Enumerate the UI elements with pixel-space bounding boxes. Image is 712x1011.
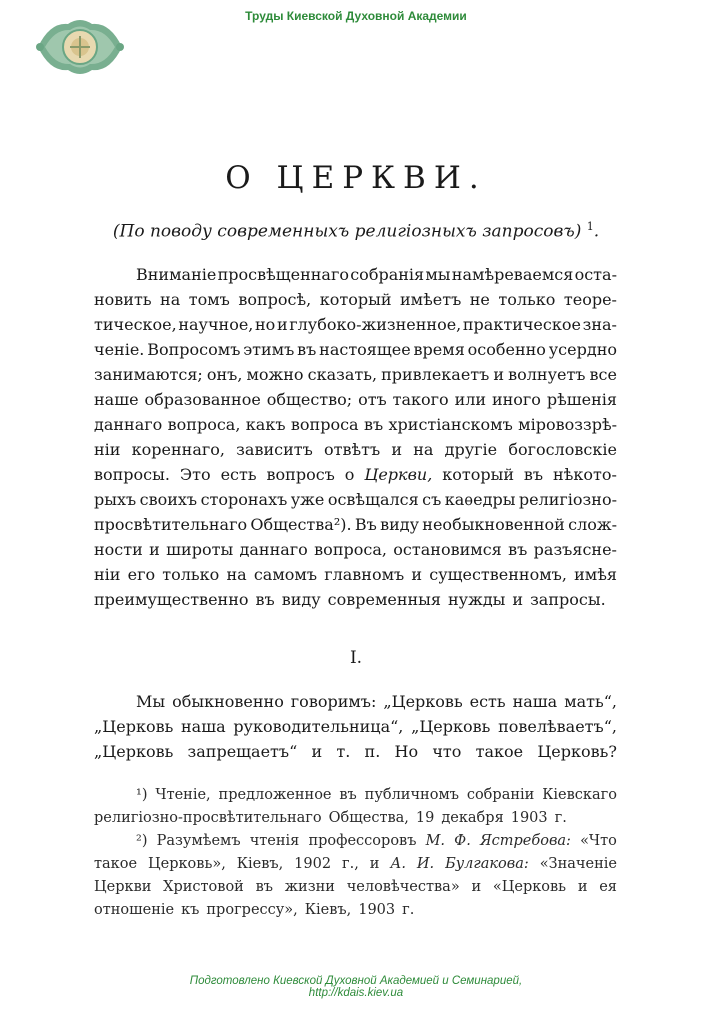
text-line: тическое, научное, но и глубоко-жизненное, практическое зна- (94, 315, 617, 334)
text-line: такое Церковь», Кiевъ, 1902 г., и А. И. Булгакова: «Значенiе (94, 856, 617, 872)
text-line: религiозно-просвѣтительнаго Общества, 19 декабря 1903 г. (94, 810, 567, 826)
subtitle-text: (По поводу современныхъ религiозныхъ запросовъ) (112, 221, 582, 242)
text-line: новить на томъ вопросѣ, который имѣетъ не только теоре- (94, 290, 617, 309)
text-line: наше образованное общество; отъ такого или иного рѣшенiя (94, 390, 617, 409)
article-subtitle (0, 220, 712, 242)
article-title: О ЦЕРКВИ. (225, 160, 487, 196)
text-line: ности и широты даннаго вопроса, остановимся въ разъясне- (94, 540, 617, 559)
footer-url: http://kdais.kiev.ua (308, 987, 404, 999)
text-line: даннаго вопроса, какъ вопроса въ христiанскомъ мiровоззрѣ- (94, 415, 617, 434)
academy-emblem-icon (30, 12, 130, 82)
text-line: преимущественно въ виду современныя нужды и запросы. (94, 590, 606, 609)
text-line: Мы обыкновенно говоримъ: „Церковь есть наша мать“, (136, 692, 617, 711)
text-line: занимаются; онъ, можно сказать, привлекаетъ и волнуетъ все (94, 365, 617, 384)
text-line: Церкви Христовой въ жизни человѣчества» и «Церковь и ея (94, 879, 617, 895)
footnotes (94, 784, 617, 922)
text-line: рыхъ своихъ сторонахъ уже освѣщался съ каѳедры религiозно- (94, 490, 617, 509)
footer (0, 975, 712, 999)
paragraph-1 (94, 262, 617, 612)
text-line: вопросы. Это есть вопросъ о Церкви, который въ нѣкото- (94, 465, 617, 484)
section-number: I. (349, 648, 363, 668)
text-line: ченiе. Вопросомъ этимъ въ настоящее время особенно усердно (94, 340, 617, 359)
text-line: нiи его только на самомъ главномъ и существенномъ, имѣя (94, 565, 617, 584)
text-line: Вниманiе просвѣщеннаго собранiя мы намѣреваемся оста- (136, 265, 617, 284)
text-line: нiи кореннаго, зависитъ отвѣтъ и на другiе богословскiе (94, 440, 617, 459)
subtitle-footnote-mark: 1 (586, 220, 594, 233)
text-line: ²) Разумѣемъ чтенiя профессоровъ М. Ф. Ястребова: «Что (136, 833, 617, 849)
text-line: отношенiе къ прогрессу», Кiевъ, 1903 г. (94, 902, 415, 918)
paragraph-2 (94, 689, 617, 764)
header-title: Труды Киевской Духовной Академии (245, 9, 467, 23)
subtitle-end: . (593, 221, 600, 242)
text-line: „Церковь наша руководительница“, „Церковь повелѣваетъ“, (94, 717, 617, 736)
footer-credit: Подготовлено Киевской Духовной Академией и Семинарией, (189, 975, 523, 987)
text-line: ¹) Чтенiе, предложенное въ публичномъ собранiи Кiевскаго (136, 787, 617, 803)
text-line: просвѣтительнаго Общества²). Въ виду необыкновенной слож- (94, 515, 617, 534)
text-line: „Церковь запрещаетъ“ и т. п. Но что такое Церковь? (94, 742, 617, 761)
